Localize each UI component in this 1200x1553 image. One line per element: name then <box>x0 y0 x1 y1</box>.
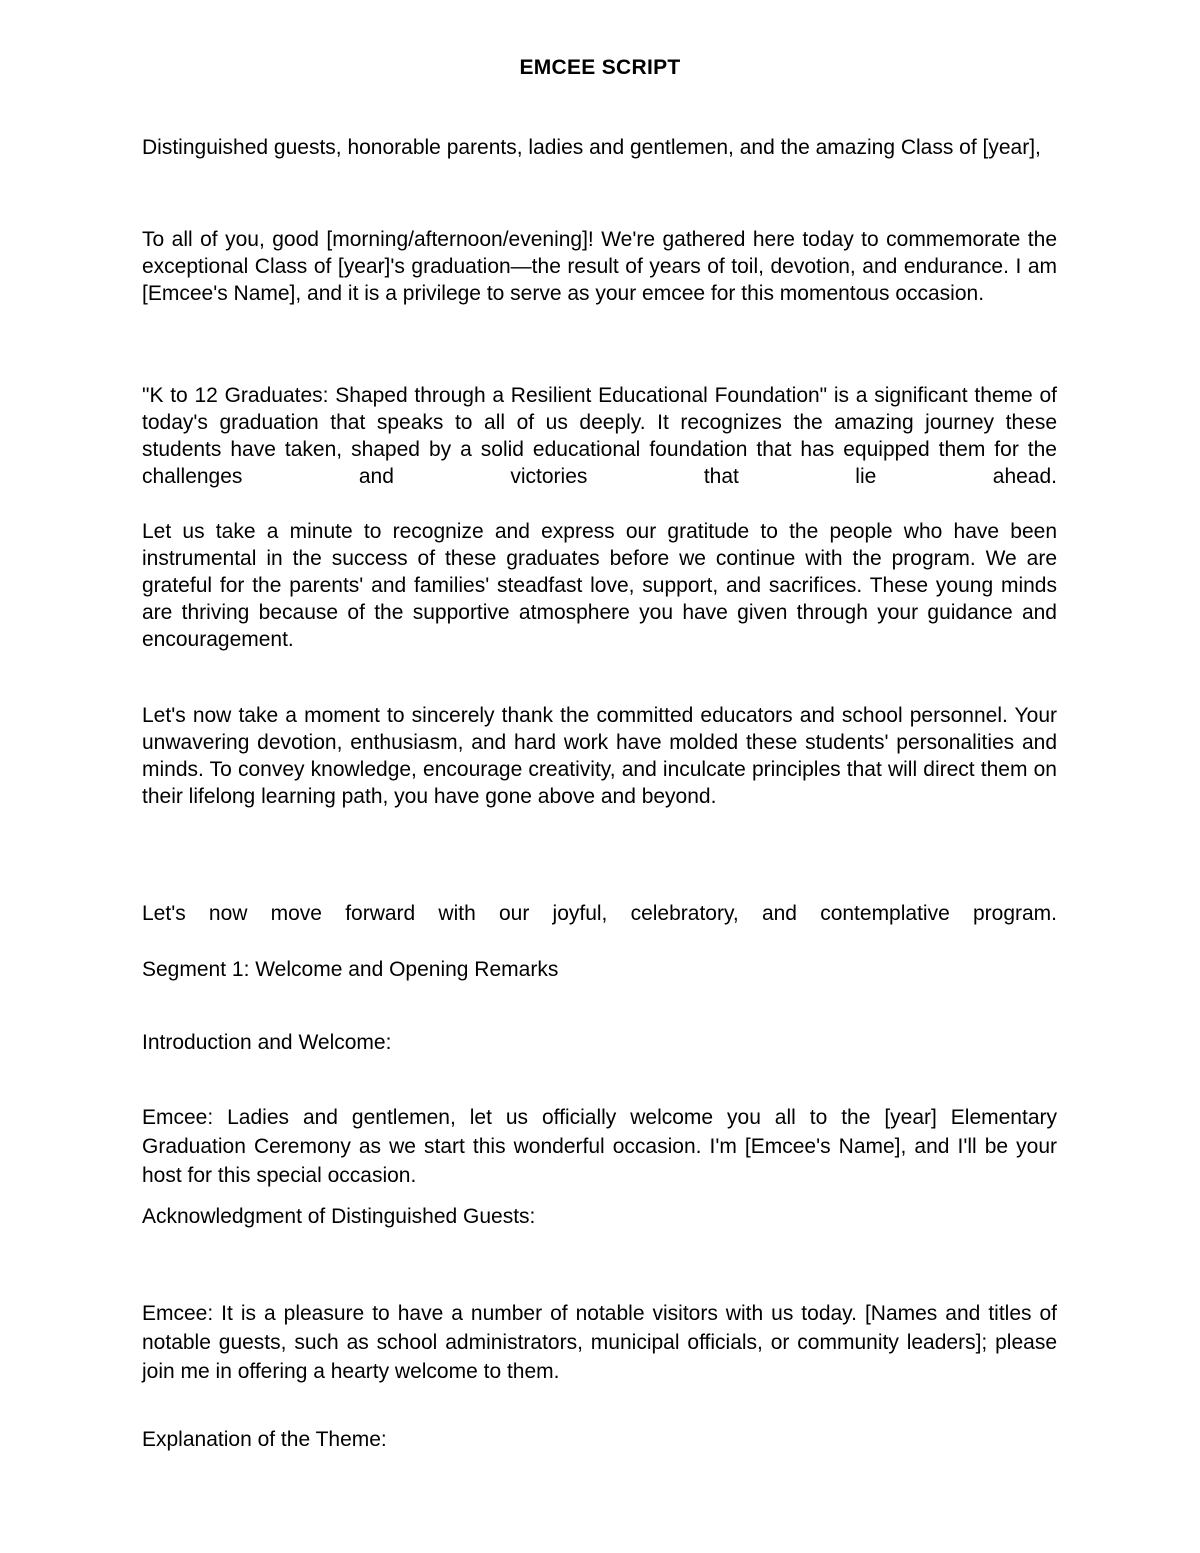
welcome-paragraph: To all of you, good [morning/afternoon/evening]! We're gathered here today to commemorate the exceptional Class of [year]'s graduation—the result of years of toil, devotion, and endurance. I am [Emcee's Name], and it is a privilege to serve as your emcee for this momentous occasion. <box>142 228 1057 305</box>
segment-heading: Segment 1: Welcome and Opening Remarks <box>142 958 559 981</box>
document-title: EMCEE SCRIPT <box>519 56 681 79</box>
program-transition-paragraph: Let's now move forward with our joyful, celebratory, and contemplative program. <box>142 902 1057 925</box>
theme-paragraph: "K to 12 Graduates: Shaped through a Resilient Educational Foundation" is a significant theme of today's graduation that speaks to all of us deeply. It recognizes the amazing journey these students have taken, shaped by a solid educational foundation that has equipped them for the challenges and victories that lie ahead. <box>142 384 1057 488</box>
greeting-paragraph: Distinguished guests, honorable parents, ladies and gentlemen, and the amazing Class of [year], <box>142 136 1041 159</box>
emcee-guests-paragraph: Emcee: It is a pleasure to have a number of notable visitors with us today. [Names and titles of notable guests, such as school administrators, municipal officials, or community leaders]; please join me in offering a hearty welcome to them. <box>142 1302 1057 1383</box>
introduction-heading: Introduction and Welcome: <box>142 1031 392 1054</box>
gratitude-educators-paragraph: Let's now take a moment to sincerely thank the committed educators and school personnel. Your unwavering devotion, enthusiasm, and hard work have molded these students' personalities and minds. To convey knowledge, encourage creativity, and inculcate principles that will direct them on their lifelong learning path, you have gone above and beyond. <box>142 704 1057 808</box>
gratitude-parents-paragraph: Let us take a minute to recognize and express our gratitude to the people who have been instrumental in the success of these graduates before we continue with the program. We are grateful for the parents' and families' steadfast love, support, and sacrifices. These young minds are thriving because of the supportive atmosphere you have given through your guidance and encouragement. <box>142 520 1057 651</box>
emcee-welcome-paragraph: Emcee: Ladies and gentlemen, let us officially welcome you all to the [year] Elementary Graduation Ceremony as we start this wonderful occasion. I'm [Emcee's Name], and I'll be your host for this special occasion. <box>142 1106 1057 1187</box>
guests-heading: Acknowledgment of Distinguished Guests: <box>142 1205 536 1228</box>
theme-explanation-heading: Explanation of the Theme: <box>142 1428 387 1451</box>
